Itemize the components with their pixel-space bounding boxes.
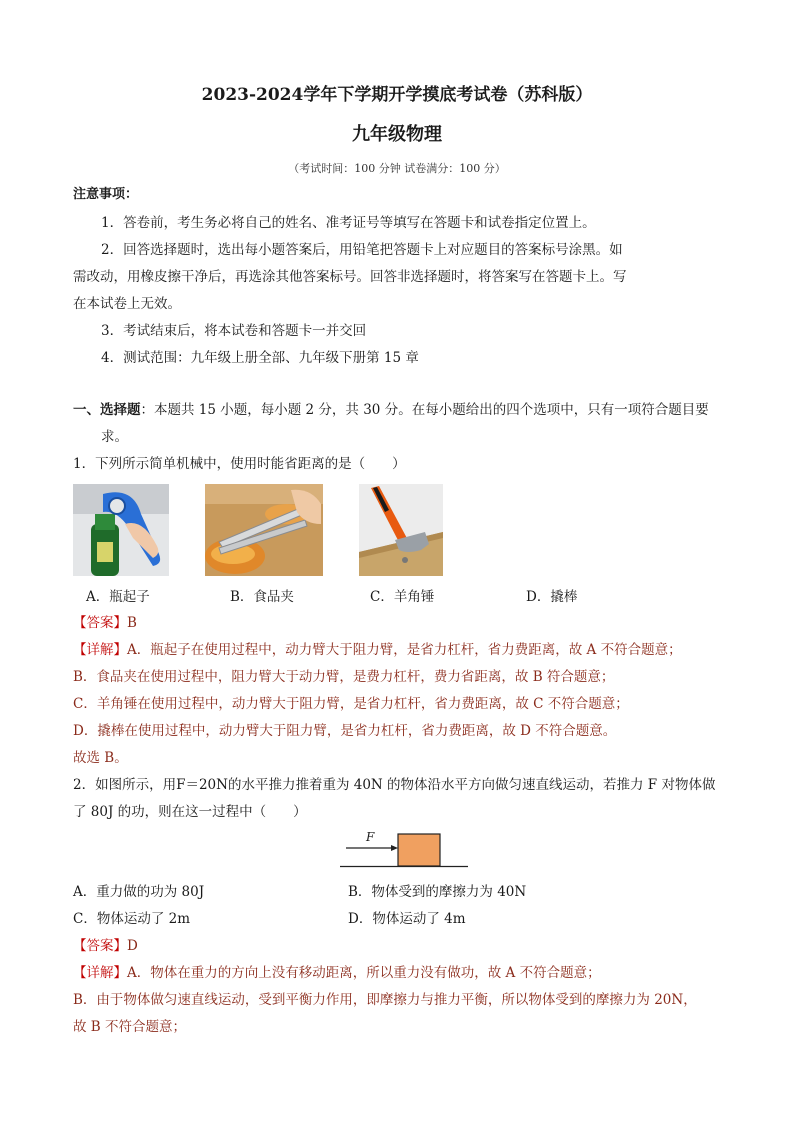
food-tongs-image	[205, 484, 323, 576]
q1-conclusion: 故选 B。	[73, 750, 128, 766]
detail-text: A．物体在重力的方向上没有移动距离，所以重力没有做功，故 A 不符合题意；	[127, 965, 601, 981]
claw-hammer-image	[359, 484, 443, 576]
q1-detail-line	[73, 641, 682, 659]
q2-option-c: C．物体运动了 2m	[73, 911, 191, 927]
notice-heading: 注意事项：	[73, 187, 139, 202]
answer-value: B	[127, 615, 137, 631]
notice-item: 4．测试范围：九年级上册全部、九年级下册第 15 章	[101, 350, 419, 366]
answer-tag: 【答案】	[73, 938, 127, 954]
detail-tag: 【详解】	[73, 642, 127, 658]
detail-text: A．瓶起子在使用过程中，动力臂大于阻力臂，是省力杠杆，省力费距离，故 A 不符合题意；	[127, 642, 682, 658]
q2-detail-line	[73, 964, 601, 982]
answer-tag: 【答案】	[73, 615, 127, 631]
q2-detail-line: B．由于物体做匀速直线运动，受到平衡力作用，即摩擦力与推力平衡，所以物体受到的摩擦力为 20N，	[73, 992, 697, 1008]
q1-detail-line: C．羊角锤在使用过程中，动力臂大于阻力臂，是省力杠杆，省力费距离，故 C 不符合题意；	[73, 696, 629, 712]
q1-detail-line: D．撬棒在使用过程中，动力臂大于阻力臂，是省力杠杆，省力费距离，故 D 不符合题意。	[73, 723, 617, 739]
q2-option-b: B．物体受到的摩擦力为 40N	[348, 884, 527, 900]
exam-info: （考试时间：100 分钟 试卷满分：100 分）	[288, 162, 506, 175]
answer-value: D	[127, 938, 138, 954]
notice-item: 2．回答选择题时，选出每小题答案后，用铅笔把答题卡上对应题目的答案标号涂黑。如	[101, 242, 623, 258]
q1-answer	[73, 614, 137, 632]
bottle-opener-image	[73, 484, 169, 576]
q1-option-b: B．食品夹	[230, 589, 294, 605]
notice-item: 3．考试结束后，将本试卷和答题卡一并交回	[101, 323, 367, 339]
notice-item: 在本试卷上无效。	[73, 296, 181, 312]
section-heading-text: ：本题共 15 小题，每小题 2 分，共 30 分。在每小题给出的四个选项中，只有一项符合题目要	[140, 402, 709, 418]
exam-subtitle: 九年级物理	[352, 124, 442, 145]
q1-detail-line: B．食品夹在使用过程中，阻力臂大于动力臂，是费力杠杆，费力省距离，故 B 符合题意；	[73, 669, 615, 685]
q2-answer	[73, 937, 138, 955]
notice-item: 1．答卷前，考生务必将自己的姓名、准考证号等填写在答题卡和试卷指定位置上。	[101, 215, 596, 231]
section-heading-bold: 一、选择题	[73, 402, 141, 418]
q2-option-a: A．重力做的功为 80J	[73, 884, 205, 900]
q1-stem: 1．下列所示简单机械中，使用时能省距离的是（ ）	[73, 456, 406, 472]
detail-tag: 【详解】	[73, 965, 127, 981]
q2-stem: 2．如图所示，用F＝20N的水平推力推着重为 40N 的物体沿水平方向做匀速直线运动，若推力 F 对物体做	[73, 777, 716, 793]
push-block-figure	[340, 828, 470, 870]
q1-option-d: D．撬棒	[526, 589, 578, 605]
section-heading	[73, 401, 709, 419]
force-label: F	[366, 830, 375, 844]
q2-option-d: D．物体运动了 4m	[348, 911, 466, 927]
section-heading-cont: 求。	[101, 429, 128, 445]
q2-detail-line: 故 B 不符合题意；	[73, 1019, 187, 1035]
q1-option-c: C．羊角锤	[370, 589, 435, 605]
q1-option-a: A．瓶起子	[86, 589, 150, 605]
q2-stem-cont: 了 80J 的功，则在这一过程中（ ）	[73, 804, 307, 820]
exam-title: 2023-2024学年下学期开学摸底考试卷（苏科版）	[201, 85, 593, 105]
notice-item: 需改动，用橡皮擦干净后，再选涂其他答案标号。回答非选择题时，将答案写在答题卡上。写	[73, 269, 627, 285]
